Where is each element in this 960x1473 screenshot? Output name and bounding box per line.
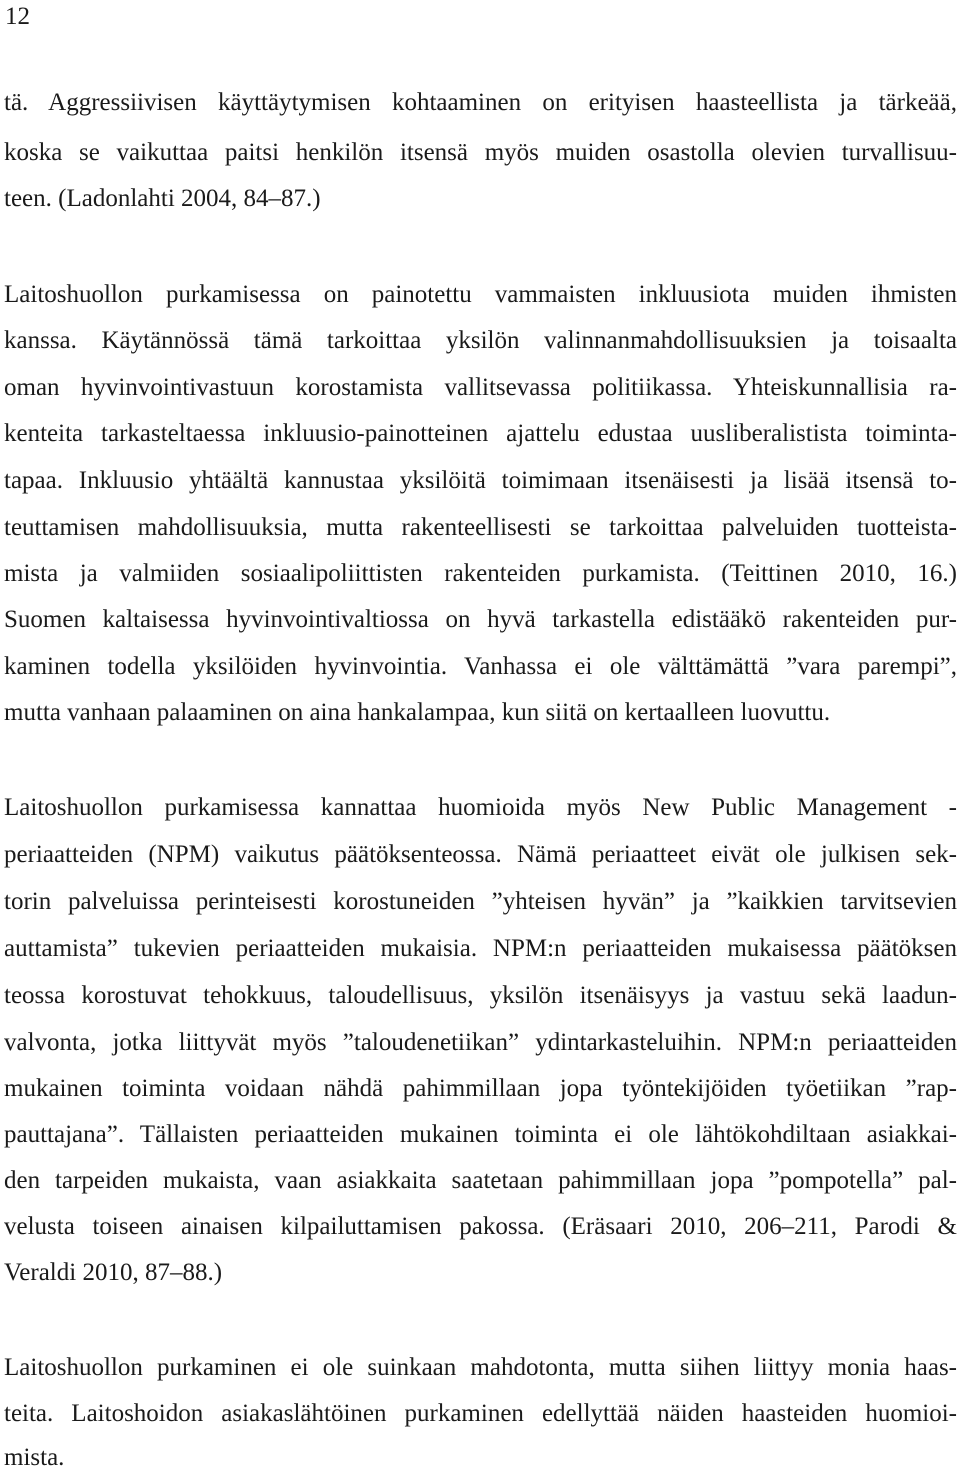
text-line: teen. (Ladonlahti 2004, 84–87.) (4, 185, 321, 212)
text-line: Veraldi 2010, 87–88.) (4, 1259, 223, 1286)
text-line: mukainen toiminta voidaan nähdä pahimmillaan jopa työntekijöiden työetiikan ”rap- (4, 1075, 957, 1102)
text-line: koska se vaikuttaa paitsi henkilön itsensä myös muiden osastolla olevien turvallisuu- (4, 139, 957, 166)
text-line: velusta toiseen ainaisen kilpailuttamisen pakossa. (Eräsaari 2010, 206–211, Parodi & (4, 1213, 957, 1240)
text-line: valvonta, jotka liittyvät myös ”taloudenetiikan” ydintarkasteluihin. NPM:n periaatteiden (4, 1029, 957, 1056)
text-line: kanssa. Käytännössä tämä tarkoittaa yksilön valinnanmahdollisuuksien ja toisaalta (4, 327, 957, 354)
text-line: kenteita tarkasteltaessa inkluusio-painotteinen ajattelu edustaa uusliberalistista toiminta- (4, 420, 957, 447)
text-line: Laitoshuollon purkaminen ei ole suinkaan mahdotonta, mutta siihen liittyy monia haas- (4, 1354, 957, 1381)
text-line: tapaa. Inkluusio yhtäältä kannustaa yksilöitä toimimaan itsenäisesti ja lisää itsensä to- (4, 467, 957, 494)
text-line: kaminen todella yksilöiden hyvinvointia. Vanhassa ei ole välttämättä ”vara parempi”, (4, 653, 957, 680)
text-line: torin palveluissa perinteisesti korostuneiden ”yhteisen hyvän” ja ”kaikkien tarvitsevien (4, 888, 957, 915)
text-line: teuttamisen mahdollisuuksia, mutta rakenteellisesti se tarkoittaa palveluiden tuotteista- (4, 514, 957, 541)
text-line: teita. Laitoshoidon asiakaslähtöinen purkaminen edellyttää näiden haasteiden huomioi- (4, 1400, 957, 1427)
text-line: oman hyvinvointivastuun korostamista vallitsevassa politiikassa. Yhteiskunnallisia ra- (4, 374, 957, 401)
text-line: tä. Aggressiivisen käyttäytymisen kohtaaminen on erityisen haasteellista ja tärkeää, (4, 89, 957, 116)
text-line: Laitoshuollon purkamisessa on painotettu vammaisten inkluusiota muiden ihmisten (4, 281, 957, 308)
text-line: periaatteiden (NPM) vaikutus päätöksenteossa. Nämä periaatteet eivät ole julkisen sek- (4, 841, 957, 868)
text-line: mista. (4, 1444, 65, 1471)
text-line: pauttajana”. Tällaisten periaatteiden mukainen toiminta ei ole lähtökohdiltaan asiakkai- (4, 1121, 957, 1148)
text-line: teossa korostuvat tehokkuus, taloudellisuus, yksilön itsenäisyys ja vastuu sekä laadun- (4, 982, 957, 1009)
text-line: den tarpeiden mukaista, vaan asiakkaita saatetaan pahimmillaan jopa ”pompotella” pal- (4, 1167, 957, 1194)
page-number: 12 (5, 3, 30, 30)
text-line: auttamista” tukevien periaatteiden mukaisia. NPM:n periaatteiden mukaisessa päätöksen (4, 935, 957, 962)
text-line: Laitoshuollon purkamisessa kannattaa huomioida myös New Public Management - (4, 794, 957, 821)
text-line: Suomen kaltaisessa hyvinvointivaltiossa on hyvä tarkastella edistääkö rakenteiden pur- (4, 606, 957, 633)
text-line: mutta vanhaan palaaminen on aina hankalampaa, kun siitä on kertaalleen luovuttu. (4, 699, 831, 726)
text-line: mista ja valmiiden sosiaalipoliittisten rakenteiden purkamista. (Teittinen 2010, 16.) (4, 560, 957, 587)
